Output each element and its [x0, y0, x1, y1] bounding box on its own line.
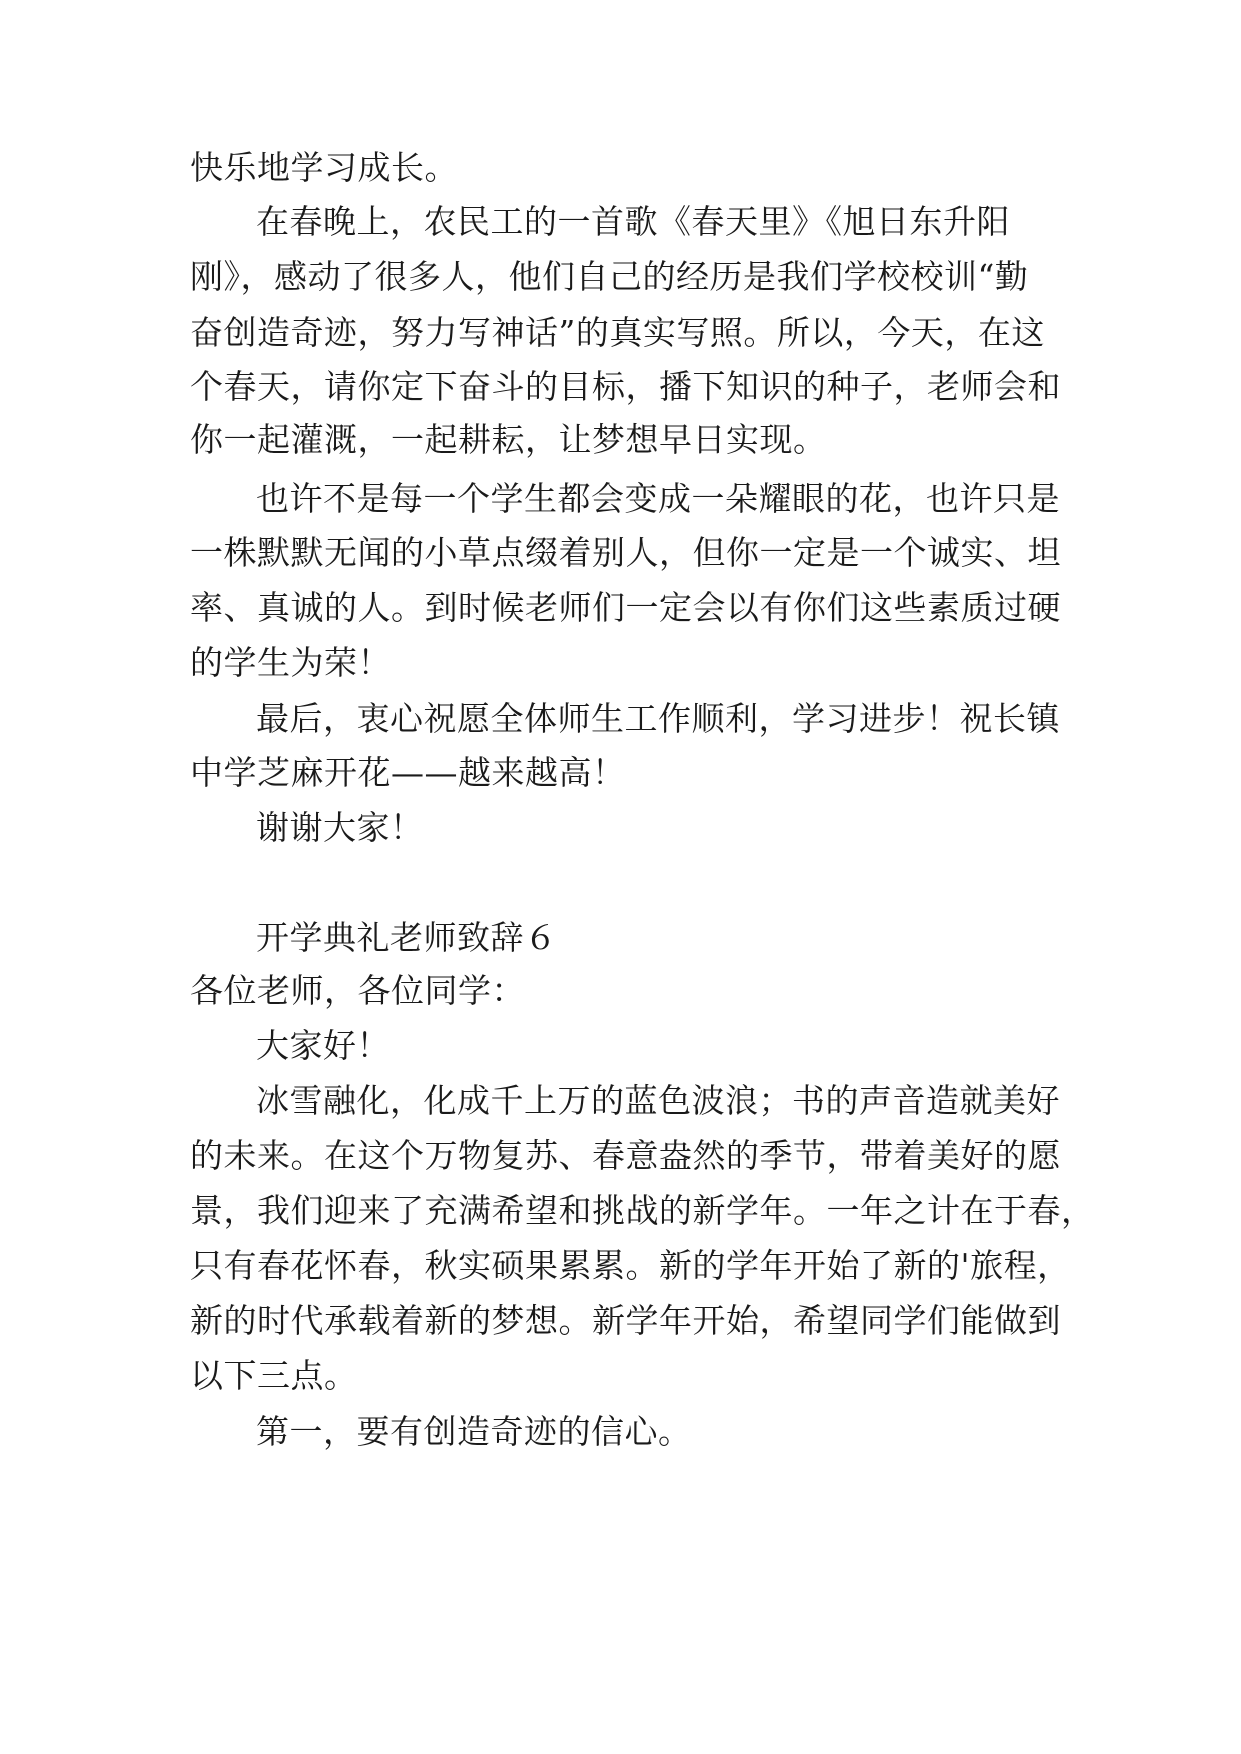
salutation: 各位老师，各位同学： [190, 971, 525, 1010]
greeting: 大家好！ [256, 1026, 390, 1065]
text-line: 只有春花怀春，秋实硕果累累。新的学年开始了新的'旅程， [190, 1246, 1071, 1285]
paragraph-first-line: 最后，衷心祝愿全体师生工作顺利，学习进步！祝长镇 [256, 699, 1060, 738]
text-line: 你一起灌溉，一起耕耘，让梦想早日实现。 [190, 420, 827, 459]
text-line: 中学芝麻开花——越来越高！ [190, 753, 626, 792]
text-line: 新的时代承载着新的梦想。新学年开始，希望同学们能做到 [190, 1301, 1061, 1340]
text-line: 的未来。在这个万物复苏、春意盎然的季节，带着美好的愿 [190, 1136, 1061, 1175]
closing-line: 谢谢大家！ [256, 808, 424, 847]
text-line: 的学生为荣！ [190, 643, 391, 682]
text-line: 一株默默无闻的小草点缀着别人，但你一定是一个诚实、坦 [190, 533, 1061, 572]
text-line: 个春天，请你定下奋斗的目标，播下知识的种子，老师会和 [190, 367, 1061, 406]
paragraph-first-line: 第一，要有创造奇迹的信心。 [256, 1412, 692, 1451]
text-line: 快乐地学习成长。 [190, 148, 458, 187]
text-line: 以下三点。 [190, 1356, 358, 1395]
text-line: 景，我们迎来了充满希望和挑战的新学年。一年之计在于春， [190, 1191, 1095, 1230]
text-line: 率、真诚的人。到时候老师们一定会以有你们这些素质过硬 [190, 588, 1061, 627]
text-line: 刚》，感动了很多人，他们自己的经历是我们学校校训“勤 [190, 257, 1029, 296]
paragraph-first-line: 也许不是每一个学生都会变成一朵耀眼的花，也许只是 [256, 479, 1060, 518]
text-line: 奋创造奇迹，努力写神话”的真实写照。所以，今天，在这 [190, 313, 1045, 352]
section-title: 开学典礼老师致辞６ [256, 918, 558, 957]
paragraph-first-line: 冰雪融化，化成千上万的蓝色波浪；书的声音造就美好 [256, 1081, 1060, 1120]
paragraph-first-line: 在春晚上，农民工的一首歌《春天里》《旭日东升阳 [256, 202, 1010, 241]
